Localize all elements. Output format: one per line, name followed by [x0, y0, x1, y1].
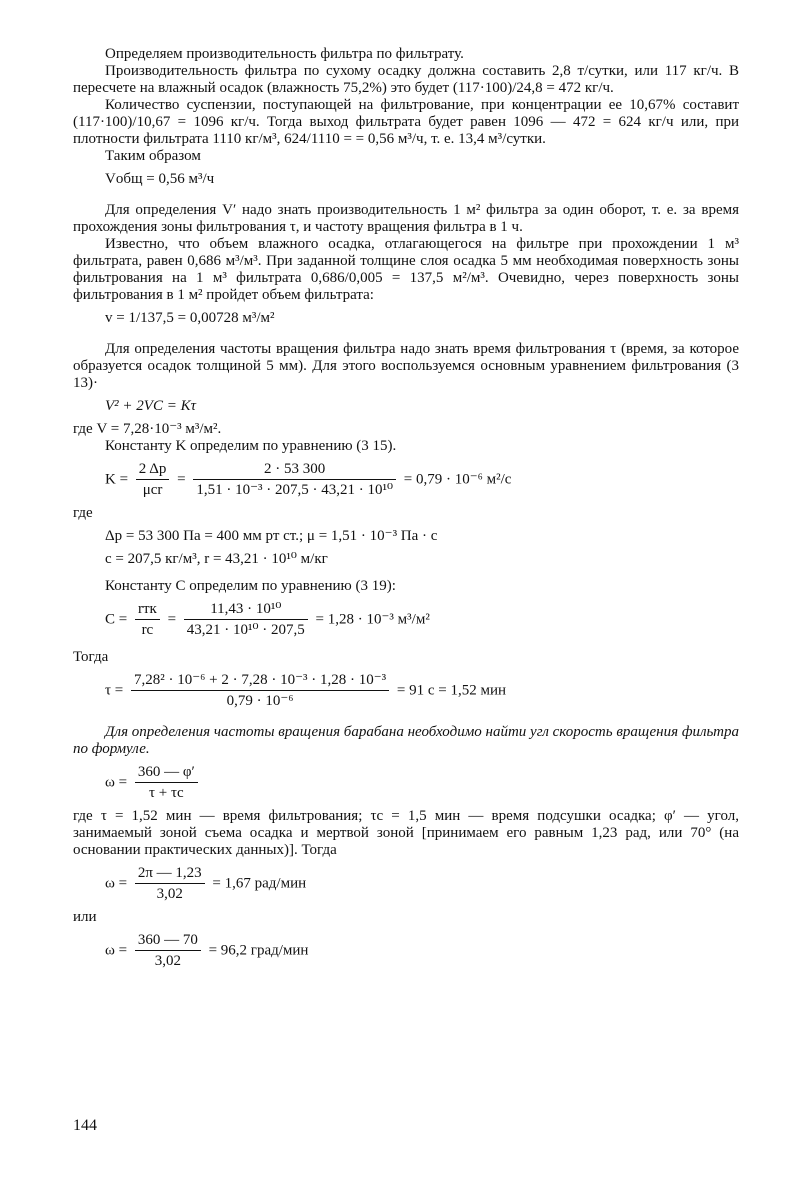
equation-omega — [73, 764, 739, 802]
fraction — [135, 764, 198, 802]
denominator: rc — [141, 622, 154, 638]
eq-rhs: = 91 с = 1,52 мин — [396, 682, 507, 699]
paragraph: Тогда — [73, 649, 109, 665]
paragraph: или — [73, 909, 97, 925]
denominator: 3,02 — [154, 953, 181, 969]
numerator: 360 — 70 — [135, 932, 201, 951]
denominator: 1,51 · 10⁻³ · 207,5 · 43,21 · 10¹⁰ — [196, 482, 393, 498]
fraction — [135, 601, 160, 639]
eq-rhs: = 96,2 град/мин — [208, 942, 309, 959]
paragraph: Количество суспензии, поступающей на фильтрование, при концентрации ее 10,67% составит (117·100)/10,67 = 1096 кг/ч. Тогда выход фильтрата будет равен 1096 — 472 = 624 кг/ч или, при плотности фильтрата 1110 кг/м³, 624/1110 = = 0,56 м³/ч, т. е. 13,4 м³/сутки. — [73, 97, 739, 147]
eq-lhs: τ = — [105, 682, 124, 699]
numerator: 7,28² · 10⁻⁶ + 2 · 7,28 · 10⁻³ · 1,28 · 10⁻³ — [131, 672, 389, 691]
page-number: 144 — [73, 1117, 97, 1134]
equation-K — [73, 461, 739, 499]
numerator: 2 · 53 300 — [193, 461, 396, 480]
eq-sign: = — [167, 611, 177, 628]
denominator: μcr — [142, 482, 163, 498]
fraction — [136, 461, 170, 499]
eq-lhs: ω = — [105, 774, 128, 791]
eq-lhs: K = — [105, 471, 129, 488]
paragraph: где τ = 1,52 мин — время фильтрования; τс = 1,5 мин — время подсушки осадка; φ′ — угол, занимаемый зоной съема осадка и мертвой зоной [принимаем его равным 1,23 рад, или 70° (на основании практических данных)]. Тогда — [73, 808, 739, 858]
eq-lhs: ω = — [105, 942, 128, 959]
fraction — [135, 932, 201, 970]
paragraph: Для определения частоты вращения фильтра надо знать время фильтрования τ (время, за которое образуется осадок толщиной 5 мм). Для этого воспользуемся основным уравнением фильтрования (3 13)· — [73, 341, 739, 391]
eq-rhs: = 1,28 · 10⁻³ м³/м² — [315, 611, 430, 628]
paragraph: Таким образом — [105, 148, 201, 164]
numerator: 11,43 · 10¹⁰ — [184, 601, 308, 620]
fraction — [193, 461, 396, 499]
denominator: τ + τс — [148, 785, 184, 801]
eq-rhs: = 1,67 рад/мин — [212, 875, 307, 892]
eq-lhs: ω = — [105, 875, 128, 892]
numerator: 2π — 1,23 — [135, 865, 205, 884]
equation-params: c = 207,5 кг/м³, r = 43,21 · 10¹⁰ м/кг — [105, 551, 328, 567]
eq-rhs: = 0,79 · 10⁻⁶ м²/с — [403, 471, 512, 488]
eq-lhs: C = — [105, 611, 128, 628]
fraction — [184, 601, 308, 639]
fraction — [135, 865, 205, 903]
paragraph: Константу K определим по уравнению (3 15). — [105, 438, 397, 454]
equation-C — [73, 601, 739, 639]
paragraph: Производительность фильтра по сухому осадку должна составить 2,8 т/сутки, или 117 кг/ч. В пересчете на влажный осадок (влажность 75,2%) это будет (117·100)/24,8 = 472 кг/ч. — [73, 63, 739, 96]
equation-main: V² + 2VC = Kτ — [105, 398, 196, 414]
equation-vobsh: Vобщ = 0,56 м³/ч — [105, 171, 215, 187]
fraction — [131, 672, 389, 710]
paragraph: Константу C определим по уравнению (3 19): — [105, 578, 396, 594]
denominator: 0,79 · 10⁻⁶ — [226, 693, 294, 709]
paragraph: Для определения V′ надо знать производительность 1 м² фильтра за один оборот, т. е. за время прохождения зоны фильтрования τ, и частоту вращения фильтра в 1 ч. — [73, 202, 739, 235]
paragraph: Определяем производительность фильтра по фильтрату. — [105, 46, 464, 62]
numerator: rтк — [135, 601, 160, 620]
denominator: 3,02 — [156, 886, 183, 902]
page-content — [73, 46, 739, 970]
paragraph: где V = 7,28·10⁻³ м³/м². — [73, 421, 222, 437]
equation-omega-deg — [73, 932, 739, 970]
denominator: 43,21 · 10¹⁰ · 207,5 — [186, 622, 305, 638]
numerator: 360 — φ′ — [135, 764, 198, 783]
paragraph: Известно, что объем влажного осадка, отлагающегося на фильтре при прохождении 1 м³ фильтрата, равен 0,686 м³/м³. При заданной толщине слоя осадка 5 мм необходимая поверхность зоны фильтрования на 1 м³ фильтрата 0,686/0,005 = 137,5 м²/м³. Очевидно, через поверхность зоны фильтрования в 1 м² пройдет объем фильтрата: — [73, 236, 739, 303]
equation-v: v = 1/137,5 = 0,00728 м³/м² — [105, 310, 275, 326]
paragraph: где — [73, 505, 93, 521]
eq-sign: = — [177, 471, 186, 488]
equation-params: Δp = 53 300 Па = 400 мм рт ст.; μ = 1,51 · 10⁻³ Па · с — [105, 528, 438, 544]
numerator: 2 Δp — [136, 461, 170, 480]
equation-tau — [73, 672, 739, 710]
equation-omega-rad — [73, 865, 739, 903]
paragraph: Для определения частоты вращения барабана необходимо найти угл скорость вращения фильтра по формуле. — [73, 724, 739, 757]
